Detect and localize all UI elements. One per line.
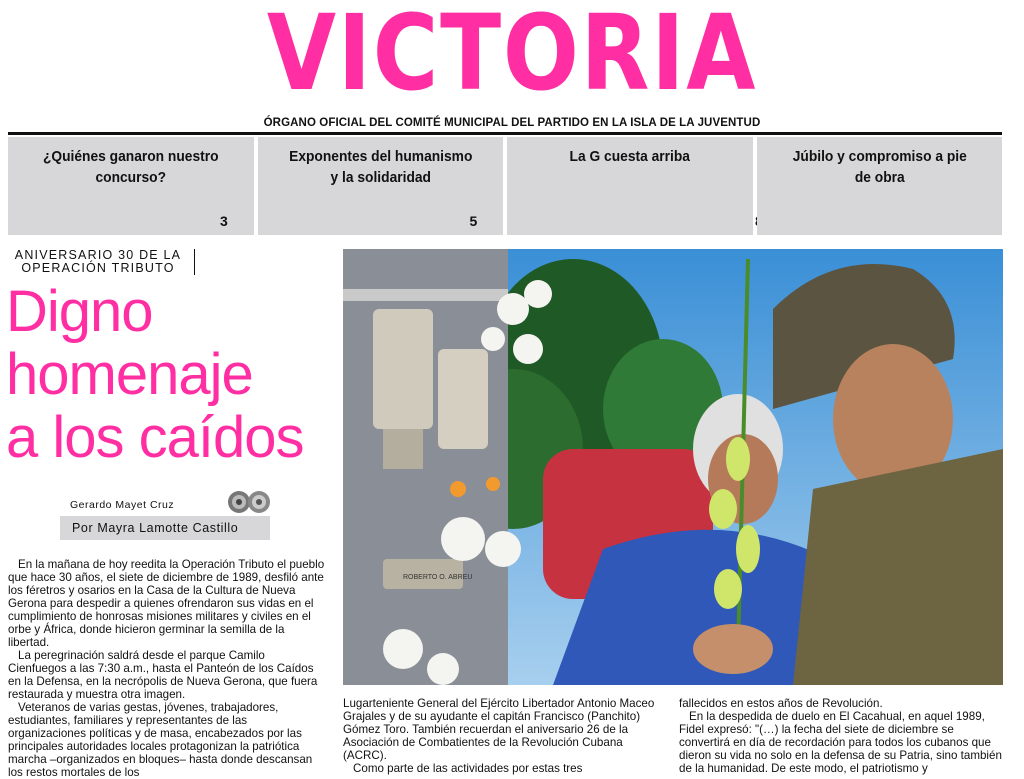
paragraph: La peregrinación saldrá desde el parque Camilo Cienfuegos a las 7:30 a.m., hasta el Panteón de los Caídos en la Defensa, en la necrópolis de Nueva Gerona, que fuera restaurada y muestra otra imagen.: [8, 649, 318, 701]
camera-lens-icon: [226, 489, 274, 515]
article-column-2: [343, 697, 659, 775]
masthead-rule: [8, 132, 1002, 135]
article-byline: Por Mayra Lamotte Castillo: [60, 516, 270, 540]
teaser-bar: [8, 137, 1002, 235]
paragraph: Como parte de las actividades por estas tres: [353, 762, 583, 775]
paragraph: Veteranos de varias gestas, jóvenes, trabajadores, estudiantes, familiares y representantes de las organizaciones políticas y de masa, encabezados por las principales autoridades locales protagonizan la patriótica marcha –organizados en bloques– hasta donde descansan los restos mortales de los: [8, 701, 313, 779]
headline-line: Digno: [6, 279, 153, 344]
paragraph: En la mañana de hoy reedita la Operación Tributo el pueblo que hace 30 años, el siete de diciembre de 1989, desfiló ante los féretros y osarios en la Casa de la Cultura de Nueva Gerona para despedir a quienes ofrendaron sus vidas en el cumplimiento de honrosas misiones militares y civiles en el orbe y África, donde hicieron germinar la semilla de la libertad.: [8, 558, 325, 649]
teaser-item[interactable]: [507, 137, 753, 235]
teaser-title: Júbilo y compromiso a pie de obra: [792, 148, 967, 186]
teaser-item[interactable]: [258, 137, 504, 235]
teaser-item[interactable]: [8, 137, 254, 235]
article-kicker: ANIVERSARIO 30 DE LA OPERACIÓN TRIBUTO: [8, 249, 195, 275]
teaser-title: La G cuesta arriba: [569, 148, 690, 165]
paragraph: fallecidos en estos años de Revolución.: [679, 697, 883, 710]
photo-credit: Gerardo Mayet Cruz: [70, 499, 175, 511]
article-column-1: [8, 558, 326, 779]
paragraph: Lugarteniente General del Ejército Libertador Antonio Maceo Grajales y de su ayudante el capitán Francisco (Panchito) Gómez Toro. También recuerdan el aniversario 26 de la Asociación de Combatientes de la Revolución Cubana (ACRC).: [343, 697, 655, 762]
newspaper-subtitle: ÓRGANO OFICIAL DEL COMITÉ MUNICIPAL DEL PARTIDO EN LA ISLA DE LA JUVENTUD: [263, 117, 761, 129]
article-headline: [6, 280, 341, 469]
newspaper-title: VICTORIA: [266, 0, 758, 114]
teaser-title: ¿Quiénes ganaron nuestro concurso?: [42, 148, 219, 186]
teaser-item[interactable]: [757, 137, 1003, 235]
photo-illustration: [343, 249, 1003, 685]
paragraph: En la despedida de duelo en El Cacahual, en aquel 1989, Fidel expresó: "(…) la fecha del siete de diciembre se convertirá en día de recordación para todos los cubanos que dieron su vida no solo en la defensa de su Patria, sino también de la humanidad. De este modo, el patriotismo y: [679, 710, 1002, 775]
teaser-page: 3: [220, 213, 228, 229]
article-photo: [343, 249, 1003, 685]
teaser-title: Exponentes del humanismo y la solidaridad: [288, 148, 472, 186]
headline-line: a los caídos: [6, 405, 304, 470]
plaque-text: ROBERTO O. ABREU: [403, 574, 473, 581]
masthead: [0, 0, 1024, 118]
article-column-3: [679, 697, 1004, 775]
teaser-page: 5: [469, 213, 478, 229]
headline-line: homenaje: [6, 342, 253, 407]
